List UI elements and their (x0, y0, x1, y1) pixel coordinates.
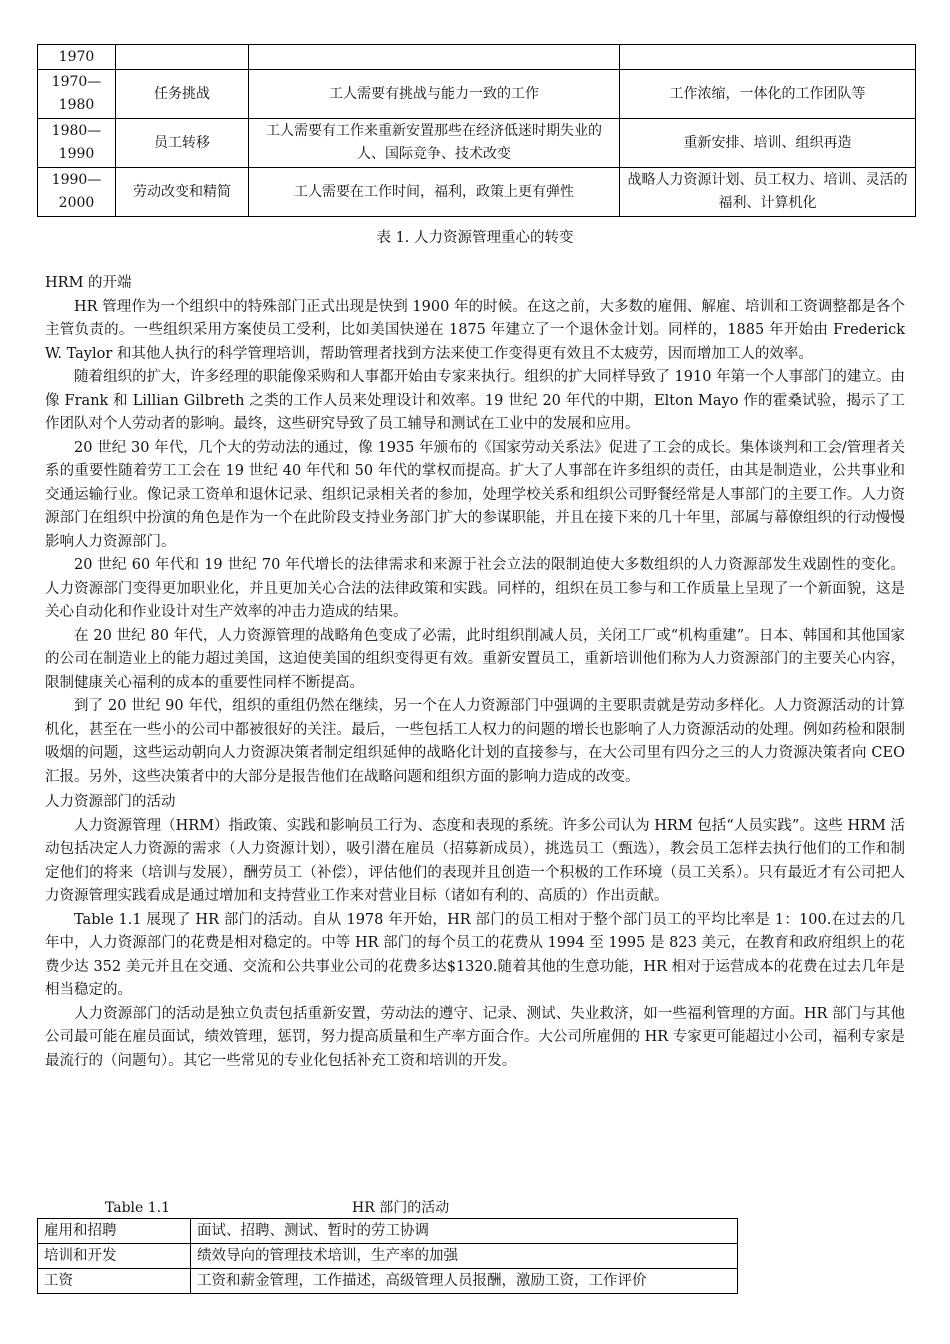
approach-cell (620, 45, 916, 70)
category-cell: 工资 (38, 1269, 191, 1294)
table-row (38, 1269, 738, 1294)
period-cell: 1970—1980 (38, 70, 116, 119)
paragraph: HR 管理作为一个组织中的特殊部门正式出现是快到 1900 年的时候。在这之前，大多数的雇佣、解雇、培训和工资调整都是各个主管负责的。一些组织采用方案使员工受利，比如美国快递在 1875 年建立了一个退休金计划。同样的，1885 年开始由 Frederick W. Taylor 和其他人执行的科学管理培训，帮助管理者找到方法来使工作变得更有效且不太疲劳，因而增加工人的效率。 (45, 298, 905, 362)
period-cell: 1990—2000 (38, 168, 116, 217)
paragraph: 20 世纪 30 年代，几个大的劳动法的通过，像 1935 年颁布的《国家劳动关系法》促进了工会的成长。集体谈判和工会/管理者关系的重要性随着劳工工会在 19 世纪 40 年代和 50 年代的掌权而提高。扩大了人事部在许多组织的责任，由其是制造业，公共事业和交通运输行业。像记录工资单和退休记录、组织记录相关者的参加，处理学校关系和组织公司野餐经常是人事部门的主要工作。人力资源部门在组织中扮演的角色是作为一个在此阶段支持业务部门扩大的参谋职能，并且在接下来的几十年里，部属与幕僚组织的行动慢慢影响人力资源部门。 (45, 439, 905, 550)
hrm-shift-table (37, 44, 916, 217)
paragraph: 随着组织的扩大，许多经理的职能像采购和人事都开始由专家来执行。组织的扩大同样导致了 1910 年第一个人事部门的建立。由像 Frank 和 Lillian Gilbreth 之类的工作人员来处理设计和效率。19 世纪 20 年代的中期，Elton Mayo 作的霍桑试验，揭示了工作团队对个人劳动者的影响。最终，这些研究导致了员工辅导和测试在工业中的发展和应用。 (45, 369, 905, 432)
table-row (38, 1219, 738, 1244)
need-cell: 工人需要有工作来重新安置那些在经济低迷时期失业的人、国际竞争、技术改变 (249, 119, 620, 168)
table-row (38, 168, 916, 217)
activities-cell: 面试、招聘、测试、暂时的劳工协调 (191, 1219, 738, 1244)
table-row (38, 119, 916, 168)
focus-cell: 劳动改变和精简 (116, 168, 249, 217)
section-heading: 人力资源部门的活动 (45, 794, 176, 810)
paragraph: 人力资源管理（HRM）指政策、实践和影响员工行为、态度和表现的系统。许多公司认为 HRM 包括“人员实践”。这些 HRM 活动包括决定人力资源的需求（人力资源计划），吸引潜在雇员（招募新成员），挑选员工（甄选），教会员工怎样去执行他们的工作和制定他们的将来（培训与发展），酬劳员工（补偿），评估他们的表现并且创造一个积极的工作环境（员工关系）。只有最近才有公司把人力资源管理实践看成是通过增加和支持营业工作来对营业目标（诸如有利的、高质的）作出贡献。 (45, 817, 905, 904)
approach-cell: 工作浓缩，一体化的工作团队等 (620, 70, 916, 119)
paragraph: 人力资源部门的活动是独立负责包括重新安置，劳动法的遵守、记录、测试、失业救济，如一些福利管理的方面。HR 部门与其他公司最可能在雇员面试，绩效管理，惩罚，努力提高质量和生产率方面合作。大公司所雇佣的 HR 专家更可能超过小公司，福利专家是最流行的（问题句）。其它一些常见的专业化包括补充工资和培训的开发。 (45, 1005, 905, 1069)
table-caption: 表 1. 人力资源管理重心的转变 (376, 230, 574, 246)
focus-cell (116, 45, 249, 70)
focus-cell: 任务挑战 (116, 70, 249, 119)
table-row (38, 1244, 738, 1269)
focus-cell: 员工转移 (116, 119, 249, 168)
need-cell: 工人需要有挑战与能力一致的工作 (249, 70, 620, 119)
section-heading: HRM 的开端 (45, 275, 132, 291)
need-cell (249, 45, 620, 70)
approach-cell: 重新安排、培训、组织再造 (620, 119, 916, 168)
table-label: Table 1.1 (105, 1200, 171, 1216)
paragraph: Table 1.1 展现了 HR 部门的活动。自从 1978 年开始，HR 部门的员工相对于整个部门员工的平均比率是 1：100.在过去的几年中，人力资源部门的花费是相对稳定的。中等 HR 部门的每个员工的花费从 1994 至 1995 是 823 美元，在教育和政府组织上的花费少达 352 美元并且在交通、交流和公共事业公司的花费多达$1320.随着其他的生意功能，HR 相对于运营成本的花费在过去几年是相当稳定的。 (45, 911, 905, 998)
table-row (38, 70, 916, 119)
article-body (45, 270, 905, 1073)
period-cell: 1970 (38, 45, 116, 70)
activities-cell: 工资和薪金管理，工作描述，高级管理人员报酬，激励工资，工作评价 (191, 1269, 738, 1294)
hr-activities-table (37, 1218, 738, 1294)
paragraph: 在 20 世纪 80 年代，人力资源管理的战略角色变成了必需，此时组织削减人员，关闭工厂或“机构重建”。日本、韩国和其他国家的公司在制造业上的能力超过美国，这迫使美国的组织变得更有效。重新安置员工，重新培训他们称为人力资源部门的主要关心内容，限制健康关心福利的成本的重要性同样不断提高。 (45, 627, 905, 691)
period-cell: 1980—1990 (38, 119, 116, 168)
table-row (38, 45, 916, 70)
activities-cell: 绩效导向的管理技术培训，生产率的加强 (191, 1244, 738, 1269)
need-cell: 工人需要在工作时间，福利，政策上更有弹性 (249, 168, 620, 217)
category-cell: 培训和开发 (38, 1244, 191, 1269)
paragraph: 到了 20 世纪 90 年代，组织的重组仍然在继续，另一个在人力资源部门中强调的主要职责就是劳动多样化。人力资源活动的计算机化，甚至在一些小的公司中都被很好的关注。最后，一些包括工人权力的问题的增长也影响了人力资源活动的处理。例如药检和限制吸烟的问题，这些运动朝向人力资源决策者制定组织延伸的战略化计划的直接参与，在大公司里有四分之三的人力资源决策者向 CEO 汇报。另外，这些决策者中的大部分是报告他们在战略问题和组织方面的影响力造成的改变。 (45, 698, 905, 785)
paragraph: 20 世纪 60 年代和 19 世纪 70 年代增长的法律需求和来源于社会立法的限制迫使大多数组织的人力资源部发生戏剧性的变化。人力资源部门变得更加职业化，并且更加关心合法的法律政策和实践。同样的，组织在员工参与和工作质量上呈现了一个新面貌，这是关心自动化和作业设计对生产效率的冲击力造成的结果。 (45, 557, 905, 620)
approach-cell: 战略人力资源计划、员工权力、培训、灵活的福利、计算机化 (620, 168, 916, 217)
category-cell: 雇用和招聘 (38, 1219, 191, 1244)
table-title: HR 部门的活动 (352, 1200, 450, 1216)
